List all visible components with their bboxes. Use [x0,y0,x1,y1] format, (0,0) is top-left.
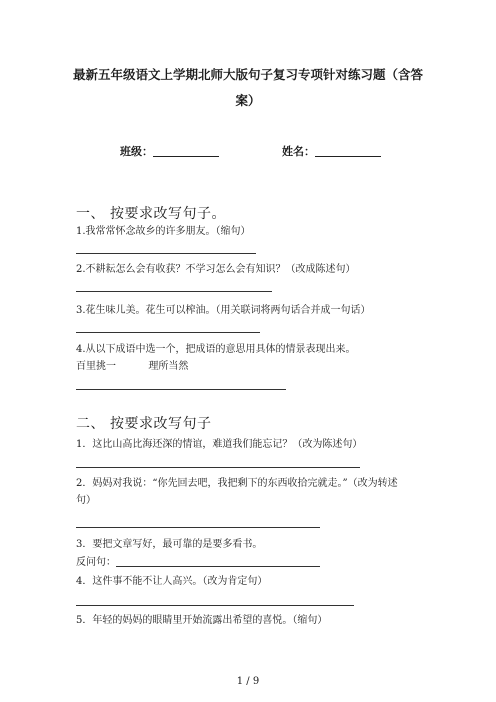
class-label: 班级： [120,145,153,158]
idiom-2: 理所当然 [148,361,189,372]
title-line-2: 案） [235,93,261,108]
s1-question-4: 4.从以下成语中选一个，把成语的意思用具体的情景表现出来。 [76,344,356,355]
s1-answer-line-4[interactable] [76,389,286,390]
s1-question-1: 1.我常常怀念故乡的许多朋友。（缩句） [76,226,251,237]
name-blank[interactable] [315,145,381,157]
s2-question-3-prompt-row [76,554,320,571]
class-field [120,143,219,159]
name-field [282,143,381,159]
s2-answer-line-4[interactable] [76,605,354,606]
s1-answer-line-3[interactable] [76,332,260,333]
s1-answer-line-2[interactable] [76,291,272,292]
s1-idioms [76,358,188,375]
s1-answer-line-1[interactable] [76,253,256,254]
s1-question-2: 2.不耕耘怎么会有收获？不学习怎么会有知识？（改成陈述句） [76,264,356,275]
title-line-1: 最新五年级语文上学期北师大版句子复习专项针对练习题（含答 [72,67,423,82]
rhetorical-question-label: 反问句： [76,557,116,568]
s2-question-5: 5．年轻的妈妈的眼睛里开始流露出希望的喜悦。（缩句） [76,615,328,626]
s2-question-2-line-a: 2．妈妈对我说：“你先回去吧，我把剩下的东西收拾完就走。”（改为转述 [76,478,398,489]
s2-question-3: 3．要把文章写好，最可靠的是要多看书。 [76,539,263,550]
s2-answer-line-2[interactable] [76,527,320,528]
s2-question-2-line-b: 句） [76,495,96,506]
section-1-heading: 一、 按要求改写句子。 [76,206,226,222]
page-number: 1 / 9 [236,676,260,687]
name-label: 姓名： [282,145,315,158]
s2-question-4: 4．这件事不能不让人高兴。（改为肯定句） [76,576,268,587]
section-2-heading: 二、 按要求改写句子 [76,416,212,432]
s2-question-1: 1．这比山高比海还深的情谊，难道我们能忘记？（改为陈述句） [76,439,363,450]
s2-answer-line-1[interactable] [76,467,360,468]
idiom-1: 百里挑一 [76,361,116,372]
document-title [60,62,436,114]
class-blank[interactable] [153,145,219,157]
s2-answer-line-3[interactable] [116,556,320,567]
s2-question-2 [76,475,398,509]
s1-question-3: 3.花生味儿美。花生可以榨油。（用关联词将两句话合并成一句话） [76,305,371,316]
